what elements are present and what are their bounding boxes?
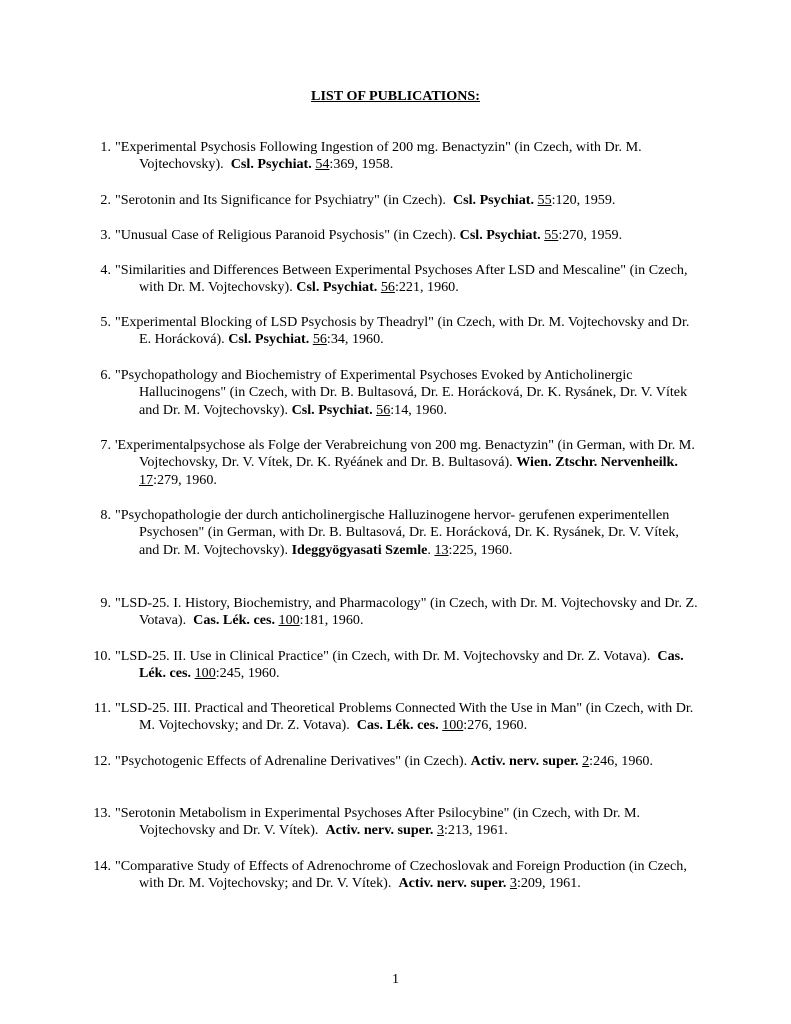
publication-item [100,314,699,349]
publication-text: "Comparative Study of Effects of Adrenochrome of Czechoslovak and Foreign Production (in Czech, with Dr. M. Vojtechovsky; and Dr. V. Vítek). [115,858,687,892]
journal-volume: 100 [194,665,216,682]
publication-pages-year: :245, 1960. [215,665,280,682]
publication-pages-year: :34, 1960. [326,331,384,348]
publication-pages-year: :120, 1959. [551,192,616,208]
journal-name: Wien. Ztschr. Nervenheilk. [516,454,678,471]
journal-name: Csl. Psychiat. [291,401,373,418]
publication-item [93,805,699,840]
journal-name: Csl. Psychiat. [228,331,310,348]
publication-text: "LSD-25. III. Practical and Theoretical Problems Connected With the Use in Man" (in Czech, with Dr. M. Vojtechovsky; and Dr. Z. Votava). [115,700,694,734]
journal-name: Csl. Psychiat. [230,156,312,173]
publication-item [100,227,699,244]
publication-text: "Psychotogenic Effects of Adrenaline Derivatives" (in Czech). [115,753,468,769]
publication-pages-year: :221, 1960. [394,279,459,296]
publication-text: "Serotonin Metabolism in Experimental Psychoses After Psilocybine" (in Czech, with Dr. M. Vojtechovsky and Dr. V. Vítek). [115,805,641,839]
publication-pages-year: :270, 1959. [558,227,623,243]
page-title: LIST OF PUBLICATIONS: [311,88,480,104]
publication-item [100,139,699,174]
publication-pages-year: :246, 1960. [589,753,653,769]
publication-item [93,700,699,735]
publication-text: "Unusual Case of Religious Paranoid Psychosis" (in Czech). [115,227,457,243]
journal-name: Cas. Lék. ces. [356,717,439,734]
publication-number: 5. [100,314,111,330]
publication-item [93,753,699,770]
publication-number: 1. [100,139,111,155]
journal-volume: 13 [434,541,449,558]
journal-volume: 17 [139,471,154,488]
publication-text: 'Experimentalpsychose als Folge der Verabreichung von 200 mg. Benactyzin" (in German, with Dr. M. Vojtechovsky, Dr. V. Vítek, Dr. K. Ryéánek and Dr. B. Bultasová). [115,437,695,471]
publication-item [100,507,699,559]
publication-number: 4. [100,262,111,278]
publication-pages-year: :213, 1961. [444,822,508,839]
publication-text: "LSD-25. II. Use in Clinical Practice" (in Czech, with Dr. M. Vojtechovsky and Dr. Z. Votava). [115,648,651,664]
publication-number: 11. [93,700,111,716]
journal-name: Activ. nerv. super. [325,822,434,839]
journal-volume: 100 [442,717,464,734]
publication-number: 10. [93,648,111,664]
publication-pages-year: :225, 1960. [448,541,513,558]
publication-item [100,595,699,630]
publication-number: 9. [100,595,111,611]
publication-text: "LSD-25. I. History, Biochemistry, and Pharmacology" (in Czech, with Dr. M. Vojtechovsky and Dr. Z. Votava). [115,595,698,629]
publication-pages-year: :369, 1958. [329,156,394,173]
publication-number: 13. [93,805,111,821]
journal-name: Csl. Psychiat. [296,279,378,296]
publication-number: 12. [93,753,111,769]
publication-text: "Experimental Blocking of LSD Psychosis by Theadryl" (in Czech, with Dr. M. Vojtechovsky and Dr. E. Horácková). [115,314,690,348]
publication-text: "Similarities and Differences Between Experimental Psychoses After LSD and Mescaline" (in Czech, with Dr. M. Vojtechovsky). [115,262,688,296]
publication-item [100,437,699,489]
publication-text: "Serotonin and Its Significance for Psychiatry" (in Czech). [115,192,446,208]
publication-number: 6. [100,367,111,383]
journal-name: Activ. nerv. super. [398,875,507,892]
publication-text: "Psychopathologie der durch anticholinergische Halluzinogene hervor- gerufenen experimentellen Psychosen" (in German, with Dr. B. Bultasová, Dr. E. Horácková, Dr. K. Rysánek, Dr. V. Vítek, and Dr. M. Vojtechovsky). [115,507,679,558]
publication-number: 7. [100,437,111,453]
publication-text: "Psychopathology and Biochemistry of Experimental Psychoses Evoked by Anticholinergic Hallucinogens" (in Czech, with Dr. B. Bultasová, Dr. E. Horácková, Dr. K. Rysánek, Dr. V. Vítek and Dr. M. Vojtechovsky). [115,367,688,418]
journal-volume: 3 [509,875,517,892]
publication-number: 14. [93,858,111,874]
journal-volume: 3 [436,822,444,839]
journal-name: Cas. Lék. ces. [193,612,275,629]
publication-text: "Experimental Psychosis Following Ingestion of 200 mg. Benactyzin" (in Czech, with Dr. M. Vojtechovsky). [115,139,642,173]
publication-item [100,262,699,297]
publication-pages-year: :279, 1960. [153,471,217,488]
page-number: 1 [391,971,400,987]
journal-volume: 100 [278,612,300,629]
publication-item [93,648,699,683]
journal-name: Activ. nerv. super. [470,753,579,769]
publication-pages-year: :276, 1960. [463,717,528,734]
journal-volume: 54 [315,156,330,173]
journal-volume: 55 [544,227,559,243]
publication-pages-year: :14, 1960. [390,401,448,418]
journal-volume: 56 [380,279,395,296]
publication-pages-year: :209, 1961. [516,875,581,892]
publication-item [100,367,699,419]
journal-separator: . [427,541,435,558]
publication-number: 8. [100,507,111,523]
publication-pages-year: :181, 1960. [299,612,364,629]
publication-number: 2. [100,192,111,208]
journal-name: Csl. Psychiat. [459,227,541,243]
publication-item [93,858,699,893]
journal-volume: 55 [537,192,552,208]
publication-number: 3. [100,227,111,243]
journal-name: Cas. Lék. ces. [139,648,684,682]
publication-item [100,192,699,209]
journal-name: Csl. Psychiat. [452,192,534,208]
journal-volume: 56 [312,331,327,348]
journal-name: Ideggyögyasati Szemle [291,541,428,558]
journal-volume: 2 [582,753,590,769]
journal-volume: 56 [376,401,391,418]
